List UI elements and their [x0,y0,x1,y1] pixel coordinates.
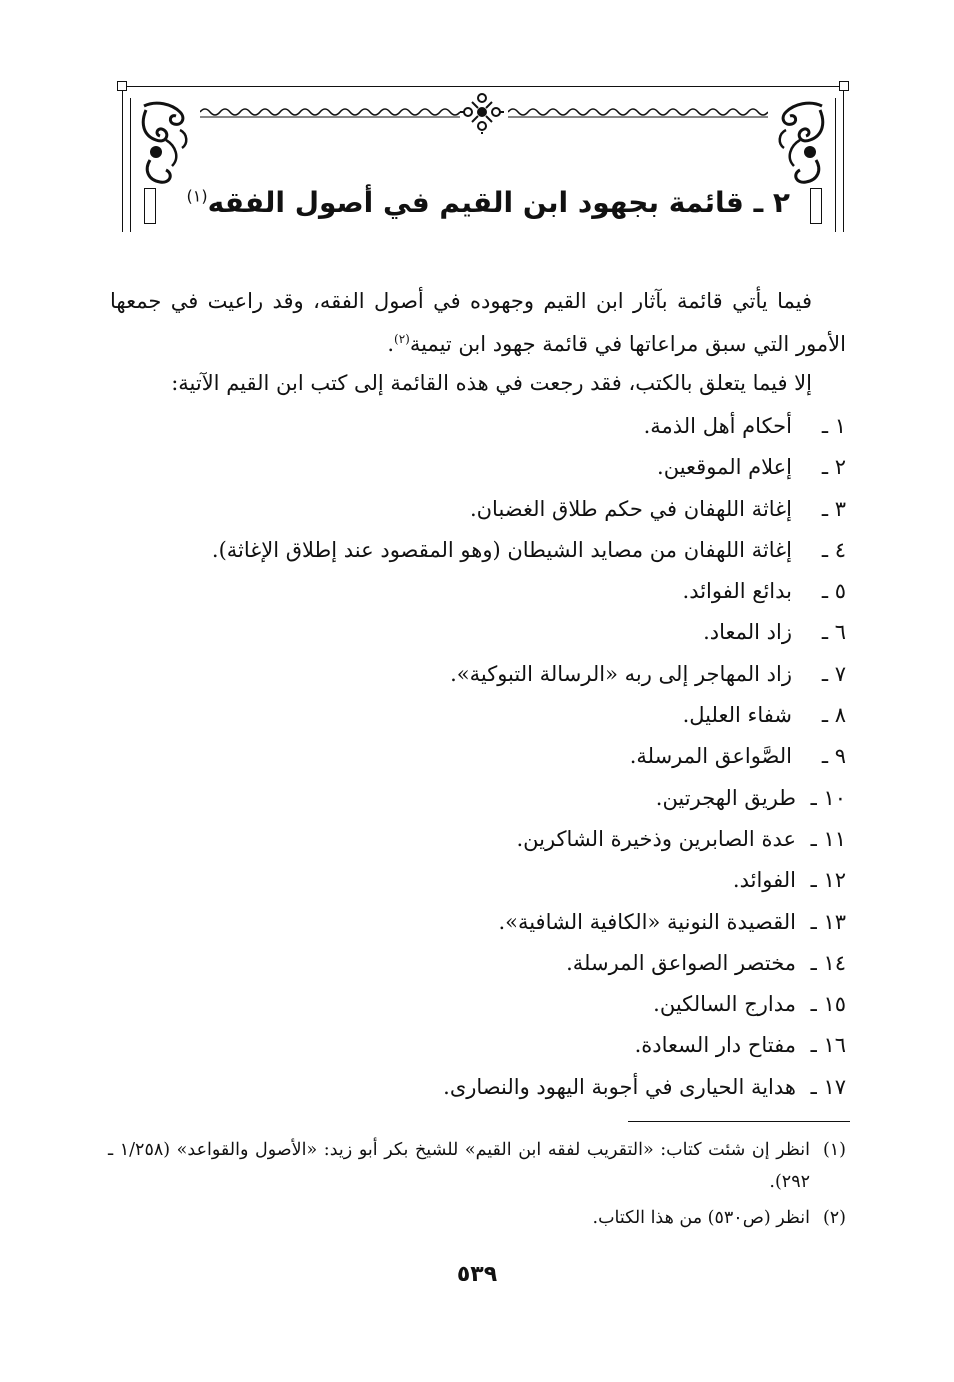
intro-paragraph-2 [110,364,846,402]
list-item-title: زاد المهاجر إلى ربه «الرسالة التبوكية». [450,661,792,686]
list-item [212,984,846,1025]
ornamental-rule-left [200,106,460,118]
footnotes [108,1134,846,1234]
list-item [212,819,846,860]
list-item-title: هداية الحيارى في أجوبة اليهود والنصارى. [443,1074,796,1099]
frame-right-line [843,88,844,232]
list-item [212,530,846,571]
paragraph-footnote-marker[interactable]: (٢) [394,332,410,346]
section-title [187,186,790,219]
list-item [212,447,846,488]
header-frame [118,82,848,232]
intro-paragraph-2-text: إلا فيما يتعلق بالكتب، فقد رجعت في هذه القائمة إلى كتب ابن القيم الآتية: [171,371,812,395]
footnote-2-text: انظر (ص٥٣٠) من هذا الكتاب. [592,1208,810,1228]
frame-inner-right-line [835,98,836,232]
list-item [212,612,846,653]
list-item-number: ١٠ ـ [810,785,846,810]
list-item-title: مختصر الصواعق المرسلة. [566,950,796,975]
list-item-number: ١٥ ـ [810,992,846,1017]
list-item-title: إعلام الموقعين. [657,455,792,480]
list-item-number: ٤ ـ [821,537,846,562]
list-item-number: ٧ ـ [821,661,846,686]
list-item [212,902,846,943]
floral-ornament-icon [458,92,506,134]
list-item-number: ١٦ ـ [810,1033,846,1058]
list-item-number: ١٢ ـ [810,868,846,893]
footnote-1 [108,1134,846,1198]
footnote-1-mark: (١) [822,1140,846,1160]
intro-paragraph-1-text: فيما يأتي قائمة بآثار ابن القيم وجهوده في أصول الفقه، وقد راعيت في جمعها الأمور التي سبق مراعاتها في قائمة جهود ابن تيمية [110,289,846,356]
list-item-number: ١٧ ـ [810,1074,846,1099]
list-item [212,778,846,819]
list-item [212,571,846,612]
list-item [212,943,846,984]
list-item-number: ٥ ـ [821,579,846,604]
list-item-title: القصيدة النونية «الكافية الشافية». [498,909,796,934]
list-item-number: ٨ ـ [821,703,846,728]
scroll-flourish-icon [774,100,830,188]
list-item-title: بدائع الفوائد. [682,579,792,604]
footnote-2 [108,1202,846,1234]
frame-left-line [122,88,123,232]
list-item-number: ١٣ ـ [810,909,846,934]
frame-side-bar-right [810,188,822,224]
list-item-title: شفاء العليل. [682,703,792,728]
list-item [212,654,846,695]
footnote-separator [628,1121,850,1122]
scroll-flourish-icon [136,100,192,188]
section-title-text: ٢ ـ قائمة بجهود ابن القيم في أصول الفقه [207,186,790,219]
ornamental-rule-right [508,106,768,118]
list-item-number: ٦ ـ [821,620,846,645]
list-item-title: زاد المعاد. [703,620,792,645]
list-item [212,860,846,901]
intro-paragraph-1-end: . [387,332,394,356]
list-item-title: إغاثة اللهفان في حكم طلاق الغضبان. [469,496,792,521]
list-item [212,1067,846,1108]
list-item-title: الفوائد. [732,868,796,893]
footnote-2-mark: (٢) [822,1208,846,1228]
list-item-title: عدة الصابرين وذخيرة الشاكرين. [516,826,796,851]
frame-inner-left-line [130,98,131,232]
book-list [212,406,846,1108]
list-item-title: الصَّواعق المرسلة. [629,744,792,769]
list-item-number: ٢ ـ [821,455,846,480]
list-item [212,736,846,777]
list-item-title: مفتاح دار السعادة. [634,1033,796,1058]
frame-top-line [124,86,842,87]
list-item [212,489,846,530]
list-item-title: مدارج السالكين. [653,992,796,1017]
footnote-1-text: انظر إن شئت كتاب: «التقريب لفقه ابن القيم» للشيخ بكر أبو زيد: «الأصول والقواعد» (١/٢٥٨ ـ ٢٩٢). [108,1140,810,1192]
list-item-number: ١٤ ـ [810,950,846,975]
list-item [212,1025,846,1066]
list-item [212,695,846,736]
list-item-number: ١ ـ [821,414,846,438]
list-item-number: ٣ ـ [821,496,846,521]
frame-side-bar-left [144,188,156,224]
list-item-number: ١١ ـ [810,826,846,851]
list-item [212,406,846,447]
page-number: ٥٣٩ [456,1262,498,1287]
intro-paragraph-1 [110,282,846,363]
list-item-title: أحكام أهل الذمة. [643,414,792,438]
frame-corner-right [839,81,849,91]
list-item-title: إغاثة اللهفان من مصايد الشيطان (وهو المقصود عند إطلاق الإغاثة). [211,537,792,562]
list-item-title: طريق الهجرتين. [655,785,796,810]
title-footnote-marker[interactable]: (١) [186,186,208,206]
list-item-number: ٩ ـ [821,744,846,769]
frame-corner-left [117,81,127,91]
